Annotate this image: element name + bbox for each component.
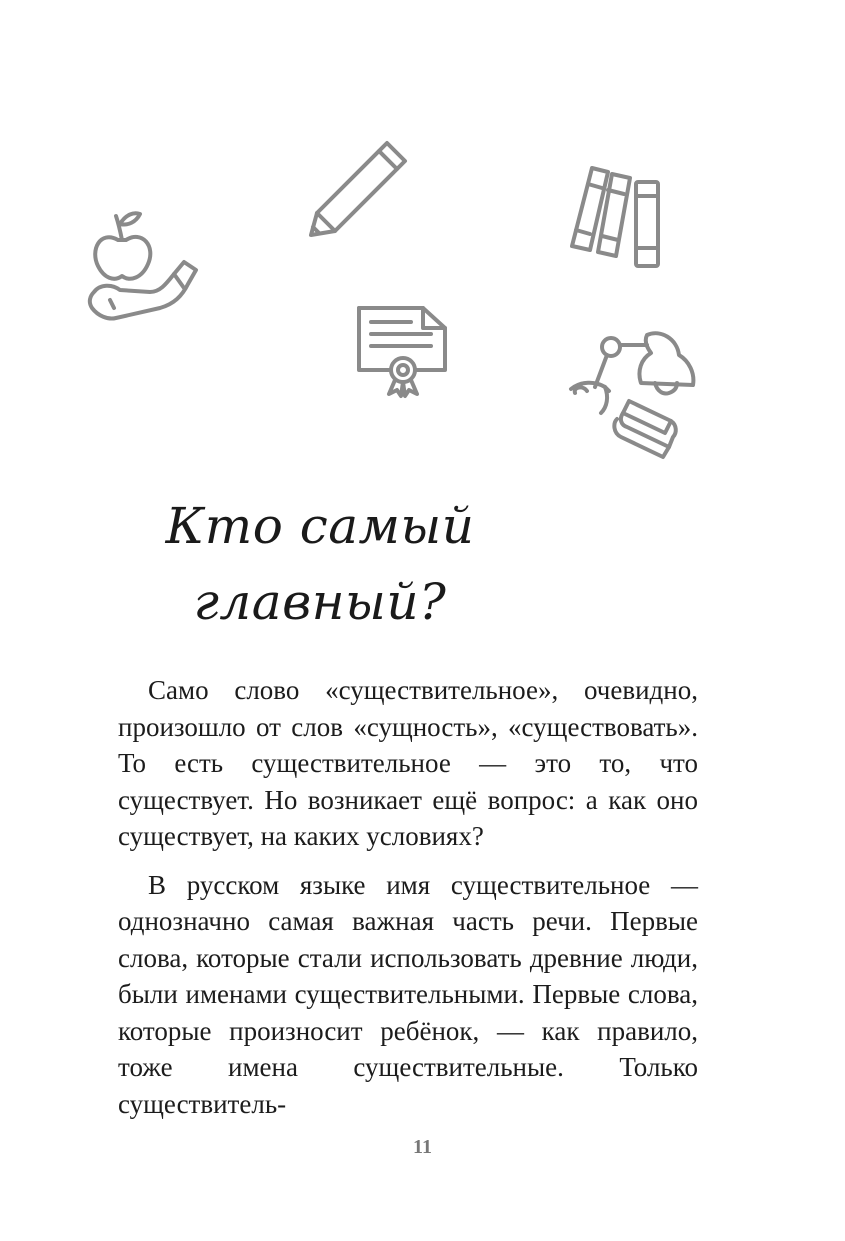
paragraph-2: В русском языке имя существительное — однозначно самая важная часть речи. Первые слова, которые стали использовать древние люди, были именами существительными. Первые слова, которые произносит ребёнок, — как правило, тоже имена существительные. Только существитель- — [118, 869, 698, 1119]
paragraph-1: Само слово «существительное», очевидно, произошло от слов «сущность», «существовать». То есть существительное — это то, что существует. Но возникает ещё вопрос: а как оно существует, на каких условиях? — [118, 675, 698, 851]
chapter-title — [120, 488, 520, 640]
certificate-icon — [355, 300, 455, 400]
desk-lamp-icon — [565, 325, 705, 465]
body-text — [118, 672, 698, 1134]
chapter-title-line-2: главный? — [193, 573, 447, 631]
apple-hand-icon — [80, 200, 210, 330]
page-number: 11 — [413, 1136, 432, 1158]
books-icon — [560, 160, 670, 275]
decorative-icons — [0, 0, 845, 470]
chapter-title-line-1: Кто самый — [165, 497, 475, 555]
pencil-icon — [305, 135, 415, 245]
